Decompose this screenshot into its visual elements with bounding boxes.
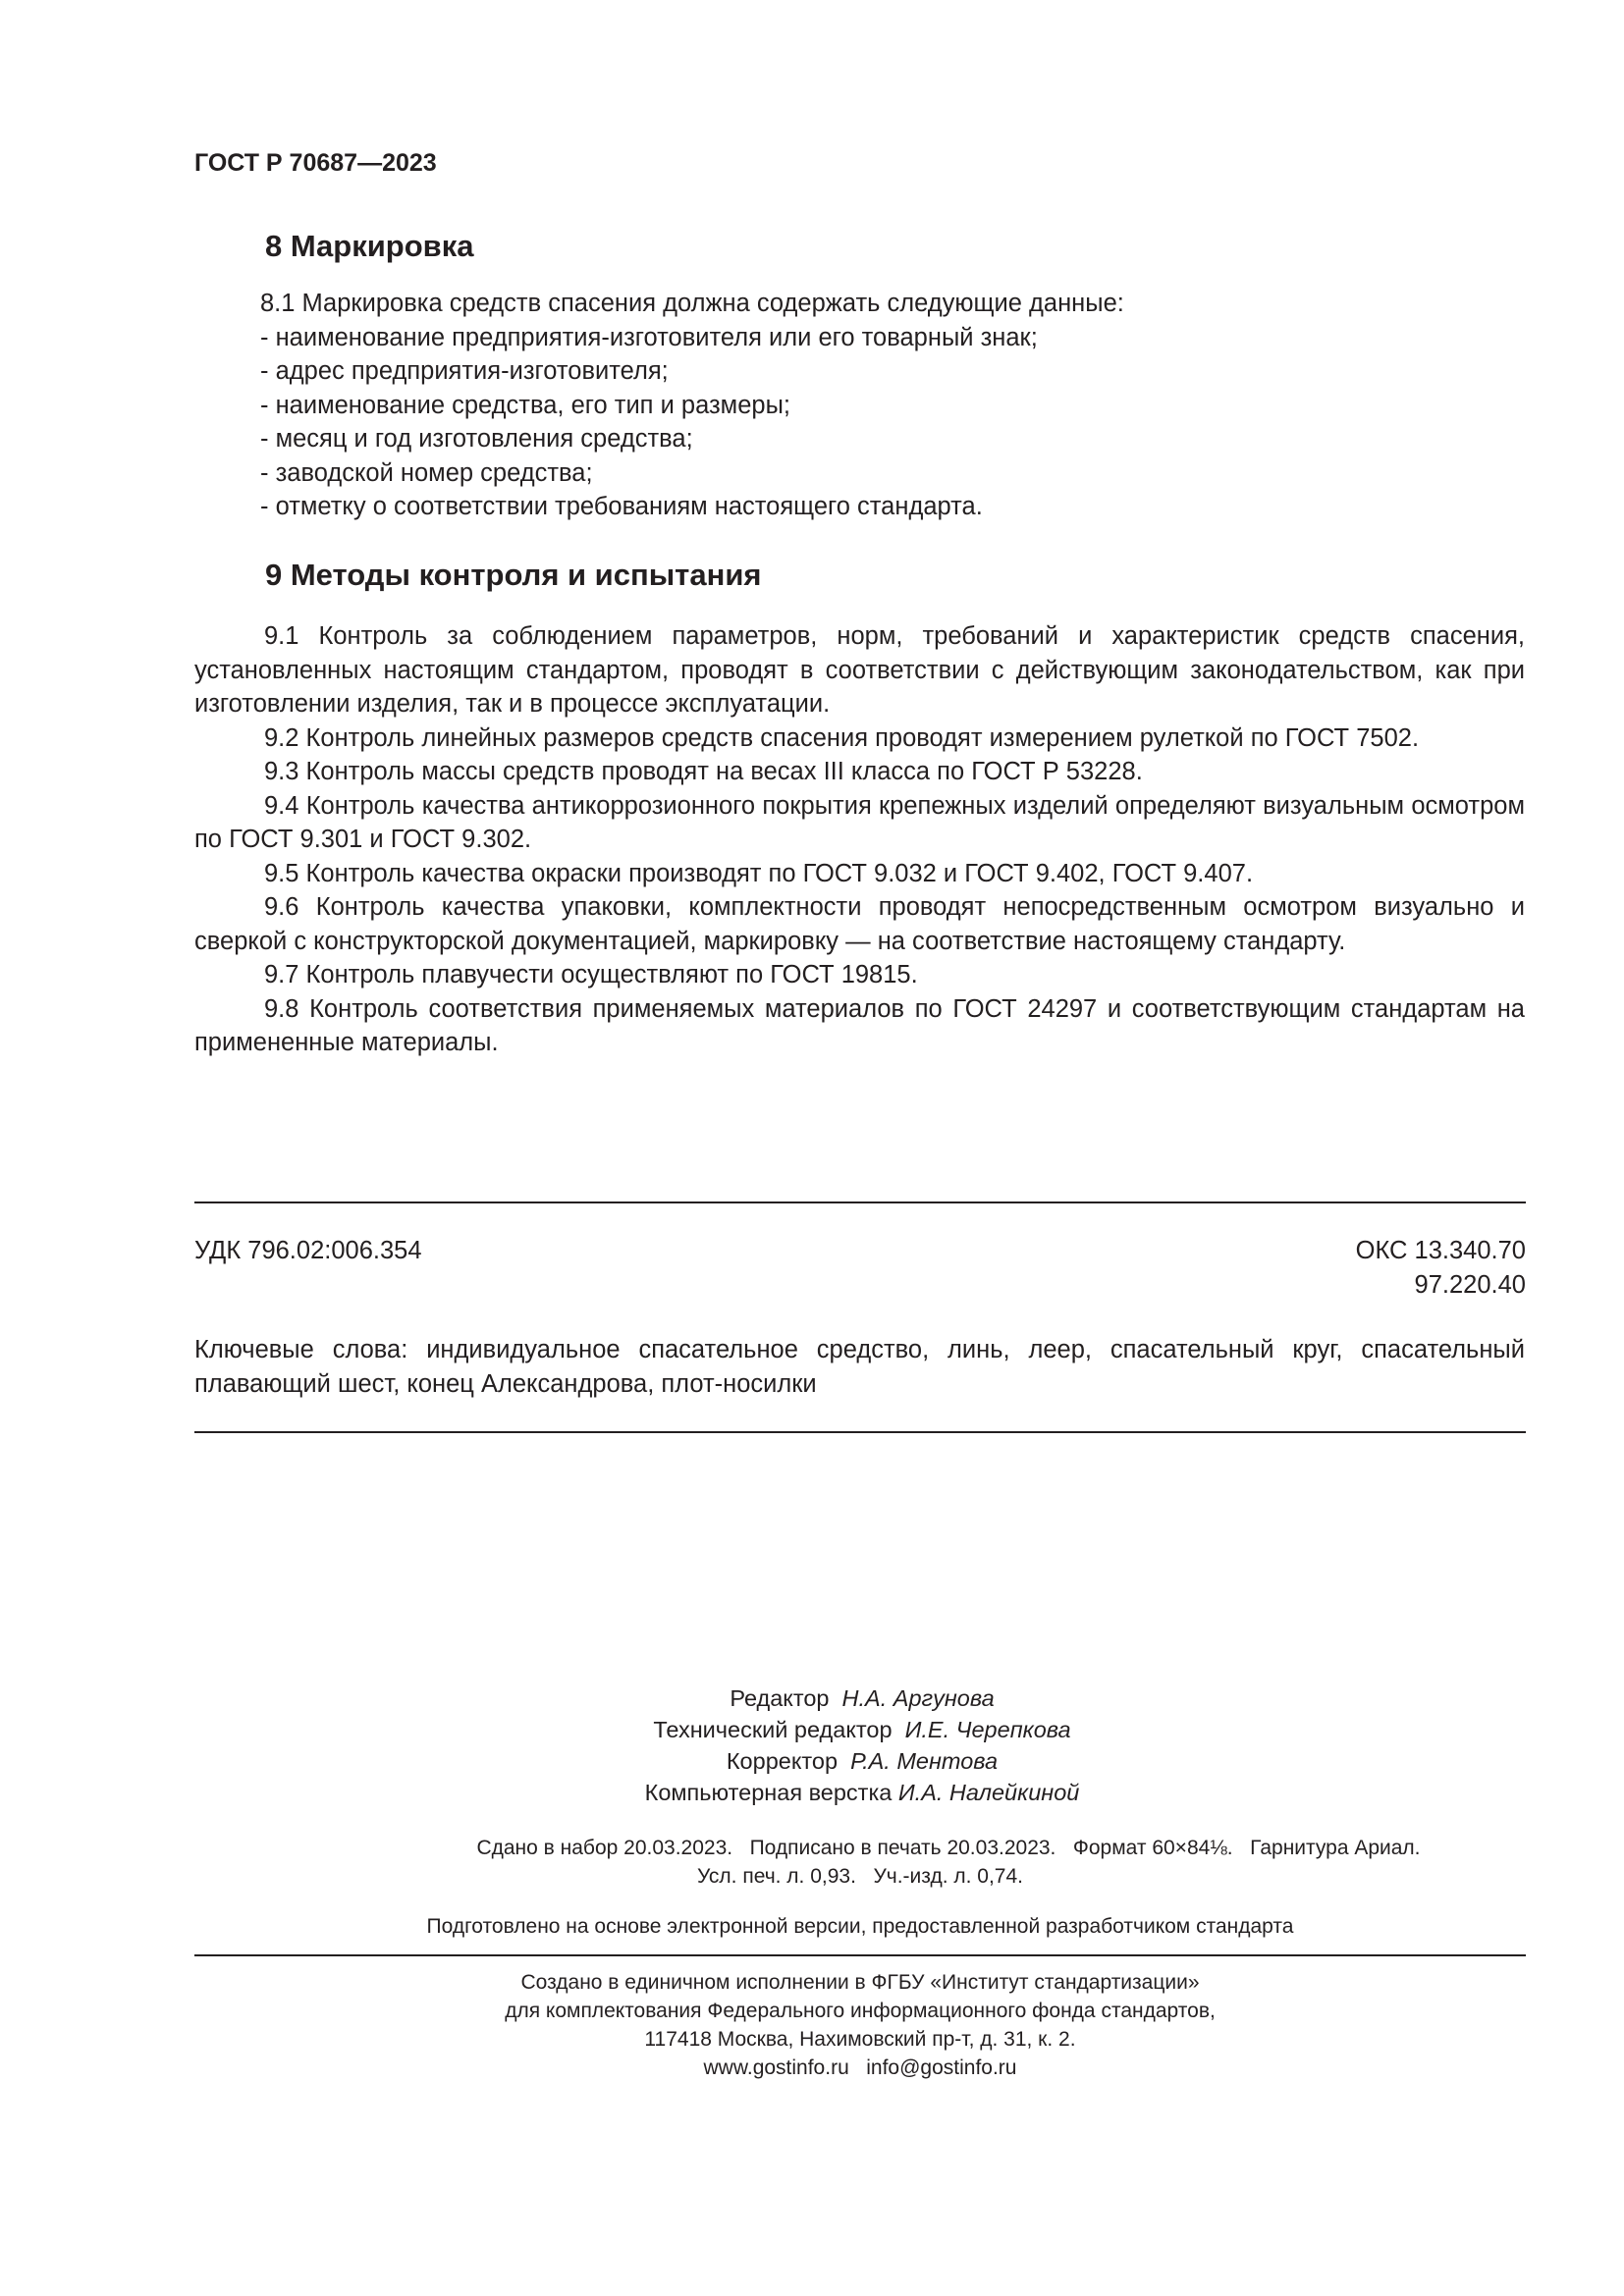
section-9-title: 9 Методы контроля и испытания (265, 558, 762, 592)
udk-code: УДК 796.02:006.354 (194, 1237, 422, 1264)
publication-line-2: Усл. печ. л. 0,93. Уч.-изд. л. 0,74. (696, 1865, 1023, 1888)
divider-bottom (194, 1954, 1526, 1956)
keywords: Ключевые слова: индивидуальное спасательное средство, линь, леер, спасательный круг, спасательный плавающий шест, конец Александрова, плот-носилки (194, 1336, 1525, 1398)
marking-item: - адрес предприятия-изготовителя; (260, 357, 669, 385)
divider-keywords (194, 1431, 1526, 1433)
publication-line-1: Сдано в набор 20.03.2023. Подписано в печать 20.03.2023. Формат 60×84⅛. Гарнитура Ариал. (476, 1837, 1421, 1859)
created-line: для комплектования Федерального информационного фонда стандартов, (505, 2000, 1216, 2022)
paragraph-9-3: 9.3 Контроль массы средств проводят на весах III класса по ГОСТ Р 53228. (264, 758, 1143, 785)
credit-corrector: Корректор Р.А. Ментова (726, 1748, 999, 1774)
paragraph-9-4: 9.4 Контроль качества антикоррозионного покрытия крепежных изделий определяют визуальным осмотром по ГОСТ 9.301 и ГОСТ 9.302. (194, 791, 1525, 853)
created-line: Создано в единичном исполнении в ФГБУ «Институт стандартизации» (520, 1971, 1200, 1994)
oks-code-2: 97.220.40 (1414, 1270, 1526, 1299)
marking-item: - наименование средства, его тип и размеры; (260, 391, 790, 419)
created-contacts: www.gostinfo.ru info@gostinfo.ru (703, 2056, 1017, 2079)
marking-item: - наименование предприятия-изготовителя или его товарный знак; (260, 323, 1038, 351)
paragraph-9-5: 9.5 Контроль качества окраски производят по ГОСТ 9.032 и ГОСТ 9.402, ГОСТ 9.407. (264, 859, 1254, 887)
created-line: 117418 Москва, Нахимовский пр-т, д. 31, к. 2. (644, 2028, 1076, 2051)
marking-item: - отметку о соответствии требованиям настоящего стандарта. (260, 493, 983, 520)
section-9-body (194, 619, 1525, 1060)
section-8-title: 8 Маркировка (265, 229, 474, 263)
paragraph-9-7: 9.7 Контроль плавучести осуществляют по ГОСТ 19815. (264, 961, 918, 988)
marking-item: - заводской номер средства; (260, 458, 593, 487)
created-info (194, 1968, 1526, 2082)
section-8-body (260, 287, 1242, 524)
credit-tech-editor: Технический редактор И.Е. Черепкова (653, 1717, 1071, 1742)
marking-item: - месяц и год изготовления средства; (260, 425, 693, 453)
publication-info (194, 1834, 1526, 1891)
section-8-intro: 8.1 Маркировка средств спасения должна содержать следующие данные: (260, 290, 1124, 317)
paragraph-9-8: 9.8 Контроль соответствия применяемых материалов по ГОСТ 24297 и соответствующим стандартам на примененные материалы. (194, 994, 1525, 1056)
credits-block (489, 1682, 1235, 1808)
credit-layout: Компьютерная верстка И.А. Налейкиной (644, 1780, 1080, 1805)
document-code: ГОСТ Р 70687—2023 (194, 149, 437, 177)
paragraph-9-1: 9.1 Контроль за соблюдением параметров, норм, требований и характеристик средств спасения, установленных настоящим стандартом, проводят в соответствии с действующим законодательством, как при изготовлении изделия, так и в процессе эксплуатации. (194, 622, 1525, 718)
oks-codes (1356, 1234, 1526, 1302)
credit-editor: Редактор Н.А. Аргунова (730, 1685, 995, 1711)
divider-top (194, 1201, 1526, 1203)
paragraph-9-2: 9.2 Контроль линейных размеров средств спасения проводят измерением рулеткой по ГОСТ 7502. (264, 723, 1420, 752)
paragraph-9-6: 9.6 Контроль качества упаковки, комплектности проводят непосредственным осмотром визуально и сверкой с конструкторской документацией, маркировку — на соответствие настоящему стандарту. (194, 893, 1525, 955)
oks-code-1: ОКС 13.340.70 (1355, 1237, 1526, 1264)
prepared-note: Подготовлено на основе электронной версии, предоставленной разработчиком стандарта (426, 1915, 1294, 1938)
